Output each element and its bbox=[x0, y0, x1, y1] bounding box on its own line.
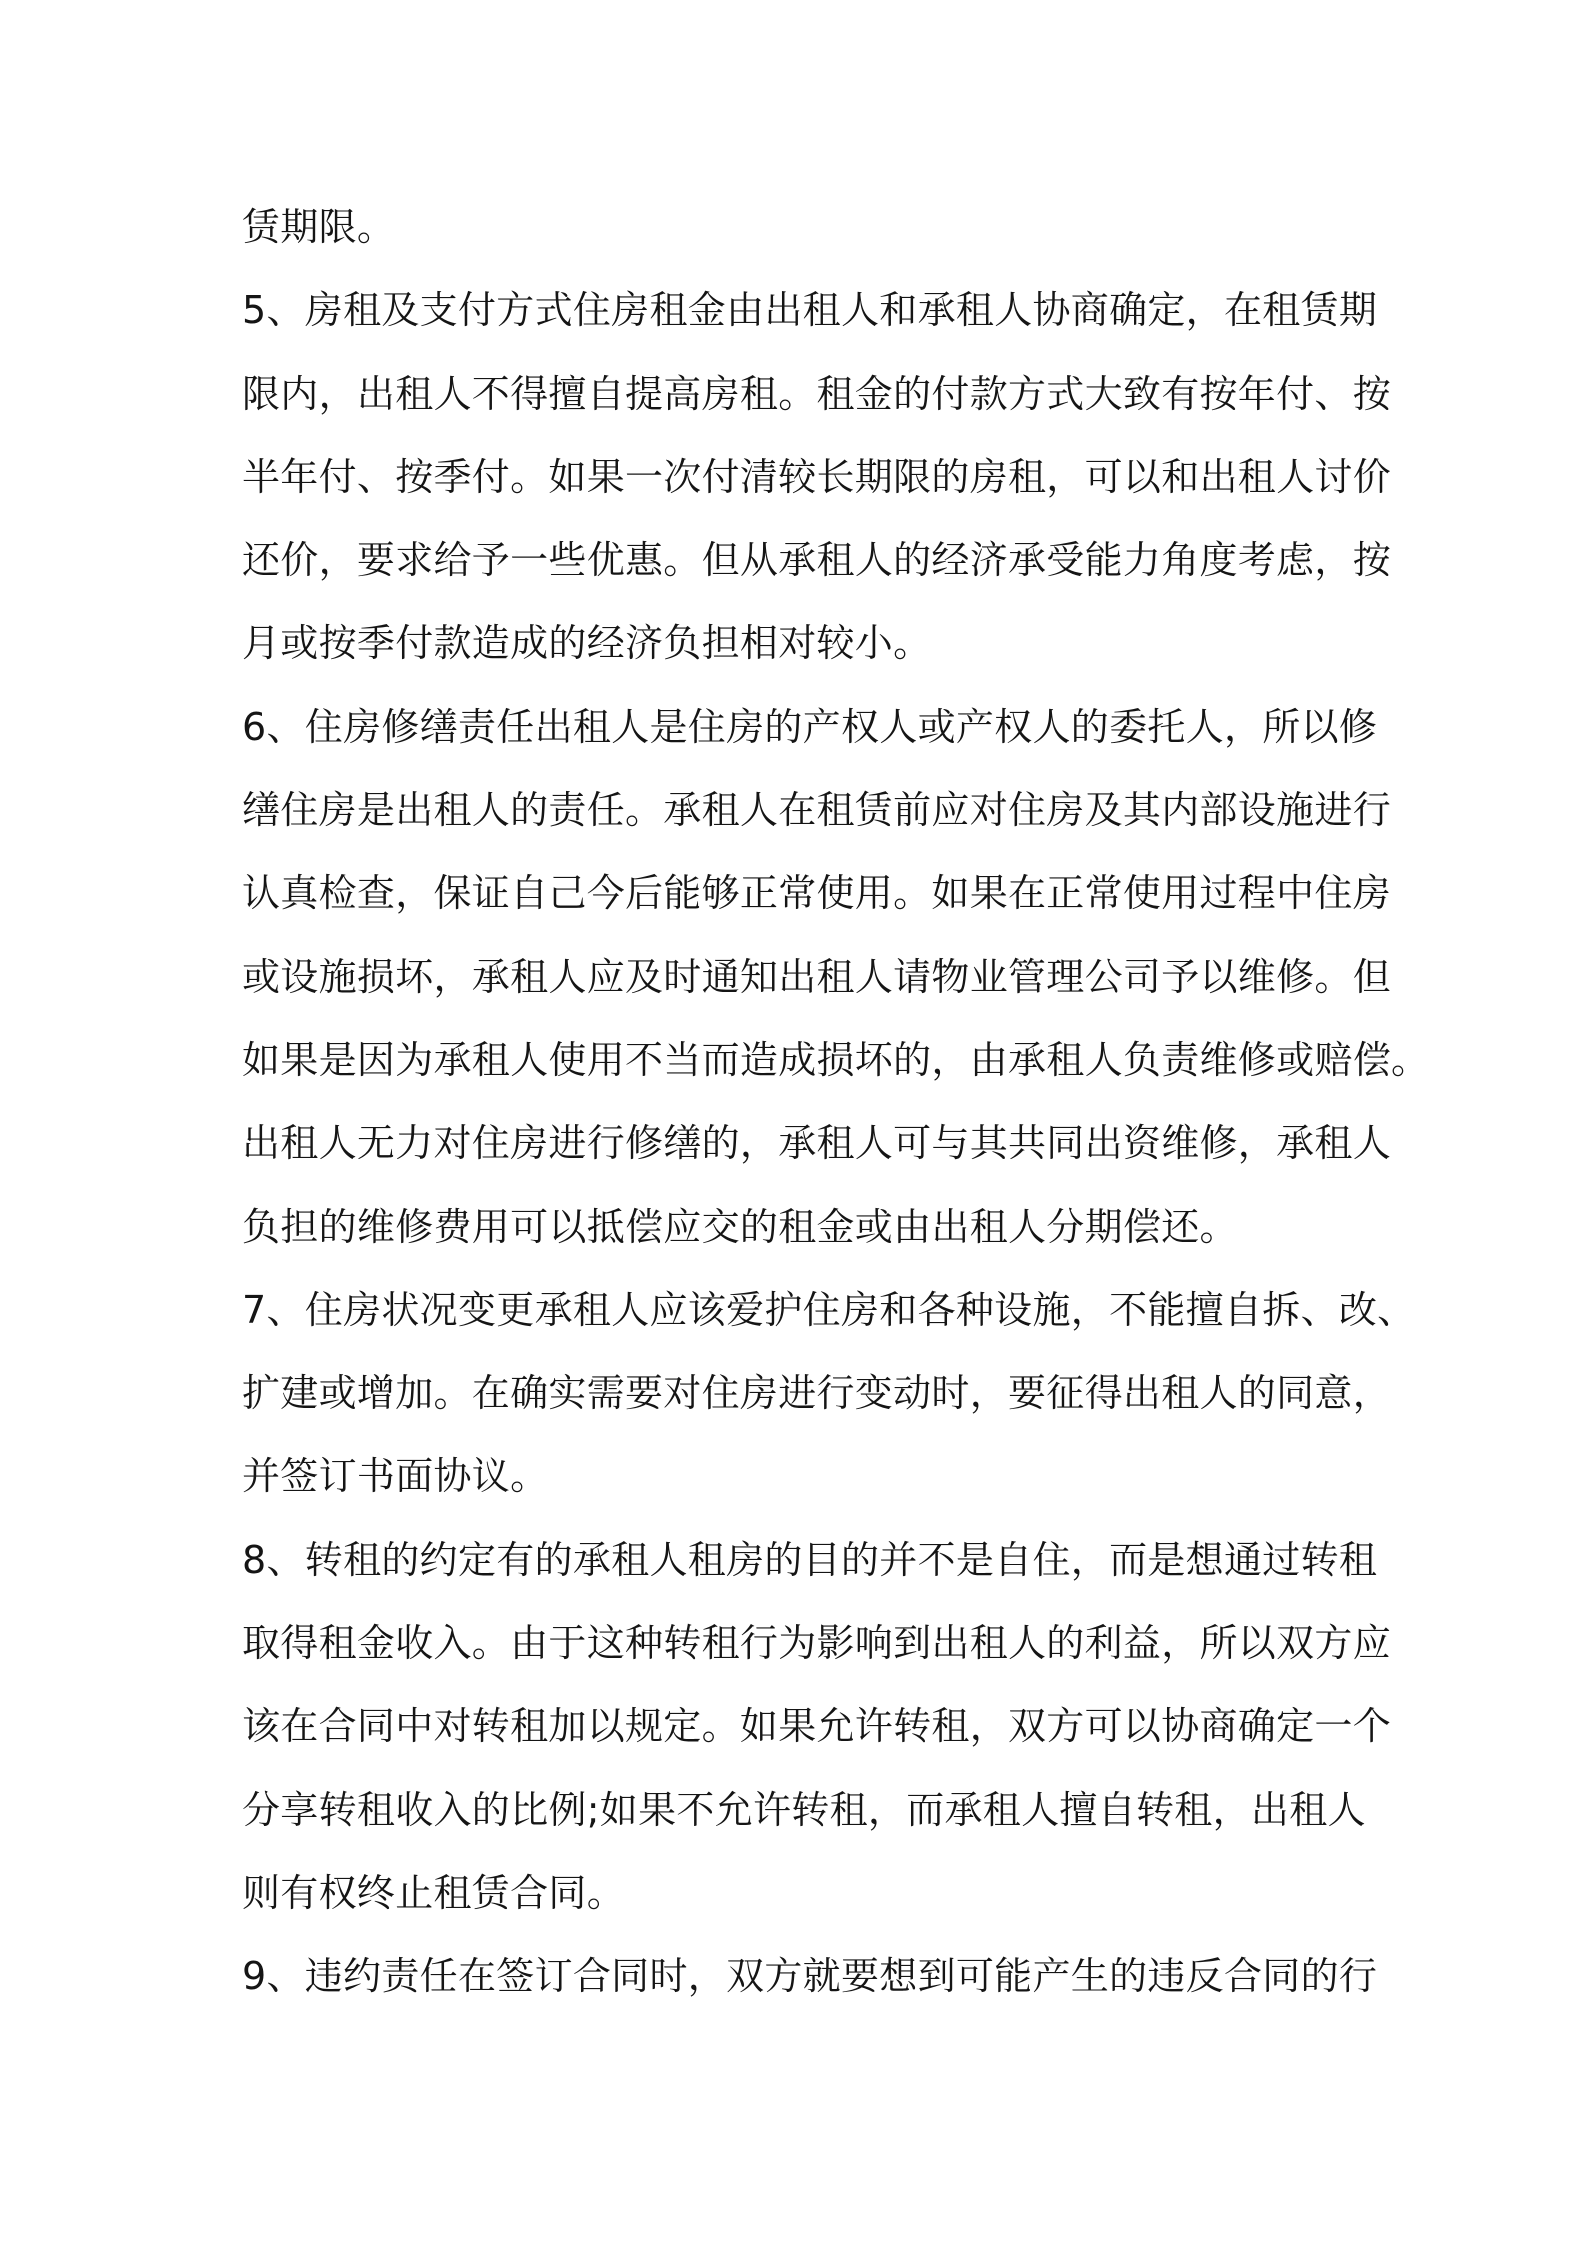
document-body bbox=[242, 186, 1430, 2019]
text-line: 半年付、按季付。如果一次付清较长期限的房租，可以和出租人讨价 bbox=[242, 454, 1392, 499]
text-line: 该在合同中对转租加以规定。如果允许转租，双方可以协商确定一个 bbox=[242, 1704, 1392, 1749]
text-line: 认真检查，保证自己今后能够正常使用。如果在正常使用过程中住房 bbox=[242, 871, 1392, 916]
text-line: 扩建或增加。在确实需要对住房进行变动时，要征得出租人的同意， bbox=[242, 1371, 1392, 1416]
text-line: 并签订书面协议。 bbox=[242, 1454, 549, 1499]
text-line: 8、转租的约定有的承租人租房的目的并不是自住，而是想通过转租 bbox=[242, 1537, 1378, 1582]
text-line: 月或按季付款造成的经济负担相对较小。 bbox=[242, 621, 932, 666]
text-line: 缮住房是出租人的责任。承租人在租赁前应对住房及其内部设施进行 bbox=[242, 788, 1392, 833]
text-line: 如果是因为承租人使用不当而造成损坏的，由承租人负责维修或赔偿。 bbox=[242, 1037, 1430, 1082]
text-line: 取得租金收入。由于这种转租行为影响到出租人的利益，所以双方应 bbox=[242, 1621, 1392, 1666]
text-line: 则有权终止租赁合同。 bbox=[242, 1870, 626, 1915]
text-line: 分享转租收入的比例;如果不允许转租，而承租人擅自转租，出租人 bbox=[242, 1787, 1366, 1832]
text-line: 或设施损坏，承租人应及时通知出租人请物业管理公司予以维修。但 bbox=[242, 954, 1392, 999]
text-line: 7、住房状况变更承租人应该爱护住房和各种设施，不能擅自拆、改、 bbox=[242, 1287, 1416, 1332]
text-line: 5、房租及支付方式住房租金由出租人和承租人协商确定，在租赁期 bbox=[242, 288, 1378, 333]
text-line: 6、住房修缮责任出租人是住房的产权人或产权人的委托人，所以修 bbox=[242, 704, 1378, 749]
text-line: 还价，要求给予一些优惠。但从承租人的经济承受能力角度考虑，按 bbox=[242, 538, 1392, 583]
text-line: 9、违约责任在签订合同时，双方就要想到可能产生的违反合同的行 bbox=[242, 1954, 1378, 1999]
text-line: 出租人无力对住房进行修缮的，承租人可与其共同出资维修，承租人 bbox=[242, 1121, 1392, 1166]
text-line: 赁期限。 bbox=[242, 205, 396, 249]
text-line: 限内，出租人不得擅自提高房租。租金的付款方式大致有按年付、按 bbox=[242, 371, 1392, 416]
text-line: 负担的维修费用可以抵偿应交的租金或由出租人分期偿还。 bbox=[242, 1204, 1238, 1249]
